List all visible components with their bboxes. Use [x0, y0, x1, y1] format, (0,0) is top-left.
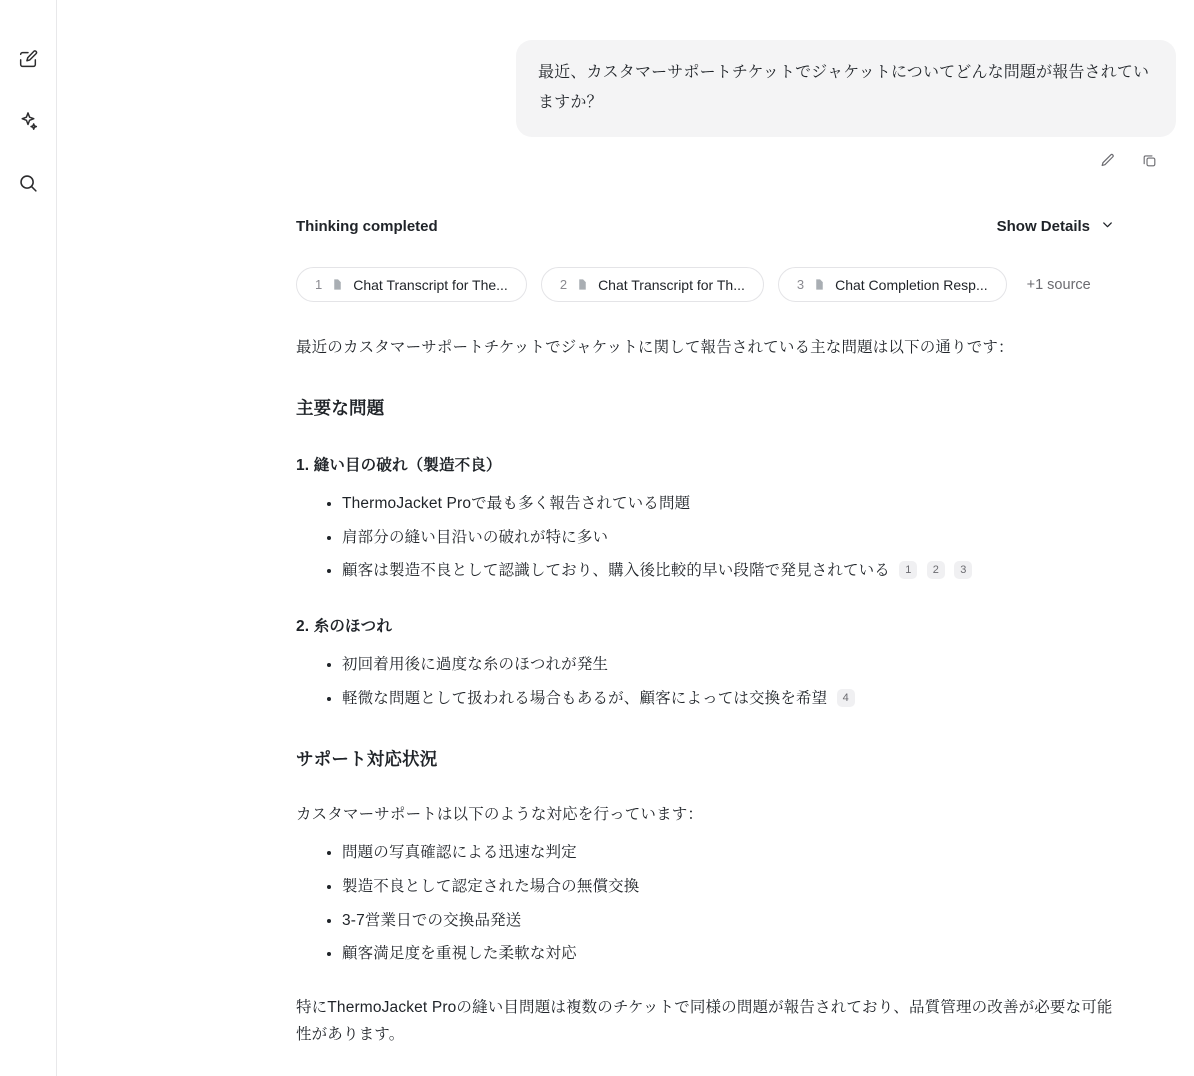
answer-section-title-2: サポート対応状況	[296, 749, 438, 770]
list-item	[342, 558, 1115, 585]
source-chip[interactable]	[778, 267, 1007, 302]
user-message-actions	[57, 137, 1194, 171]
bullet-text: 製造不良として認定された場合の無償交換	[342, 877, 640, 895]
list-item	[342, 491, 1115, 518]
source-chip[interactable]	[541, 267, 764, 302]
document-icon	[576, 278, 589, 291]
citation-badge[interactable]: 1	[899, 561, 917, 579]
assistant-answer	[296, 334, 1115, 1048]
list-item	[342, 686, 1115, 713]
source-number: 1	[315, 277, 323, 293]
answer-closing: 特にThermoJacket Proの縫い目問題は複数のチケットで同様の問題が報告されており、品質管理の改善が必要な可能性があります。	[296, 998, 1113, 1043]
source-number: 3	[796, 277, 805, 293]
show-details-label: Show Details	[996, 218, 1090, 236]
citation-badge[interactable]: 2	[927, 561, 945, 579]
issue-2-title: 2. 糸のほつれ	[296, 618, 392, 636]
bullet-text: 問題の写真確認による迅速な判定	[342, 844, 577, 862]
show-details-toggle[interactable]	[997, 217, 1115, 236]
document-icon	[331, 278, 344, 291]
source-title: Chat Transcript for The...	[353, 276, 508, 293]
source-chip-list	[296, 267, 1194, 302]
bullet-text: 肩部分の縫い目沿いの破れが特に多い	[342, 528, 609, 546]
list-item	[342, 840, 1115, 867]
citation-badge[interactable]: 4	[837, 689, 855, 707]
list-item	[342, 652, 1115, 679]
list-item	[342, 525, 1115, 552]
issue-1-bullets	[296, 491, 1115, 585]
more-sources-link[interactable]: +1 source	[1026, 276, 1091, 293]
sparkle-icon[interactable]	[11, 104, 45, 138]
issue-2-bullets	[296, 652, 1115, 712]
user-message-row	[57, 0, 1194, 137]
user-message-bubble: 最近、カスタマーサポートチケットでジャケットについてどんな問題が報告されていますか？	[516, 40, 1176, 137]
bullet-text: 軽微な問題として扱われる場合もあるが、顧客によっては交換を希望	[342, 689, 828, 707]
source-number: 2	[559, 277, 568, 293]
answer-lead: 最近のカスタマーサポートチケットでジャケットに関して報告されている主な問題は以下の通りです：	[296, 339, 1014, 357]
source-chip[interactable]	[296, 267, 527, 302]
bullet-text: 3-7営業日での交換品発送	[342, 911, 522, 929]
copy-icon[interactable]	[1138, 149, 1160, 171]
section-2-lead: カスタマーサポートは以下のような対応を行っています：	[296, 806, 704, 824]
support-bullets	[296, 840, 1115, 968]
thinking-bar	[296, 217, 1115, 236]
list-item	[342, 874, 1115, 901]
document-icon	[813, 278, 826, 291]
chevron-down-icon	[1100, 217, 1115, 236]
list-item	[342, 908, 1115, 935]
bullet-text: 初回着用後に過度な糸のほつれが発生	[342, 656, 609, 674]
edit-icon[interactable]	[1096, 149, 1118, 171]
answer-section-title-1: 主要な問題	[296, 398, 385, 419]
left-rail	[0, 0, 57, 1076]
citation-badge[interactable]: 3	[954, 561, 972, 579]
conversation-pane	[57, 0, 1194, 1076]
list-item	[342, 941, 1115, 968]
bullet-text: 顧客満足度を重視した柔軟な対応	[342, 945, 577, 963]
issue-1-title: 1. 縫い目の破れ（製造不良）	[296, 456, 502, 474]
source-title: Chat Completion Resp...	[835, 276, 988, 293]
search-icon[interactable]	[11, 166, 45, 200]
compose-icon[interactable]	[11, 42, 45, 76]
bullet-text: ThermoJacket Proで最も多く報告されている問題	[342, 495, 691, 513]
source-title: Chat Transcript for Th...	[598, 276, 745, 293]
bullet-text: 顧客は製造不良として認識しており、購入後比較的早い段階で発見されている	[342, 562, 890, 580]
thinking-status: Thinking completed	[296, 218, 438, 236]
